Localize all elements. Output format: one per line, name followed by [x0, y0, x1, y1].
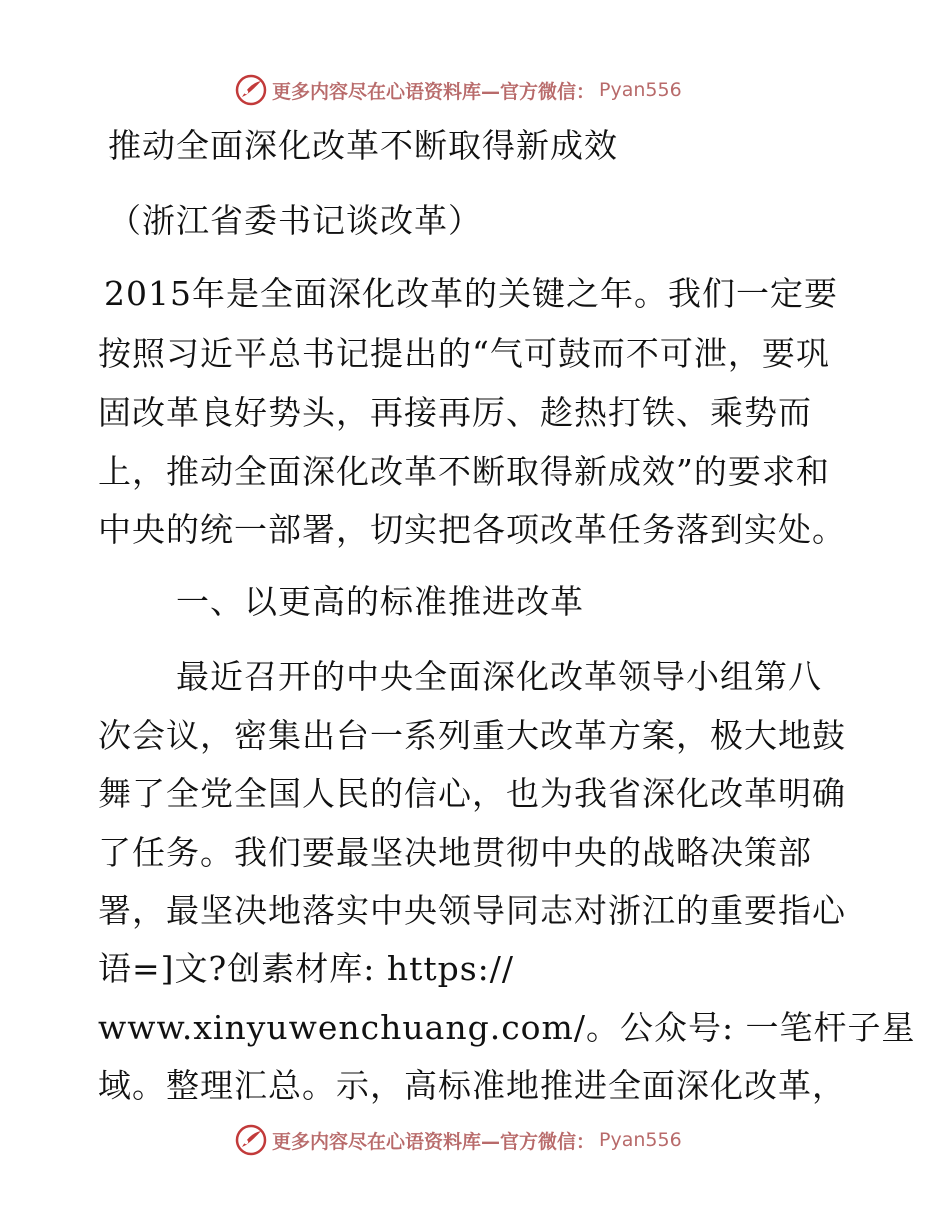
paragraph-1-line-5: 中央的统一部署，切实把各项改革任务落到实处。: [98, 510, 846, 549]
watermark-contact: Pyan556: [599, 1129, 682, 1151]
paragraph-1-line-2: 按照习近平总书记提出的“气可鼓而不可泄，要巩: [98, 334, 830, 373]
paragraph-2-line-2: 次会议，密集出台一系列重大改革方案，极大地鼓: [98, 716, 846, 755]
paragraph-2-line-3: 舞了全党全国人民的信心，也为我省深化改革明确: [98, 774, 846, 813]
paragraph-1-line-3: 固改革良好势头，再接再厉、趁热打铁、乘势而: [98, 393, 812, 432]
footer-watermark: [234, 1122, 682, 1158]
paragraph-1-line-1: 2015年是全面深化改革的关键之年。我们一定要: [104, 274, 838, 313]
section-1-heading: 一、以更高的标准推进改革: [176, 582, 584, 621]
paragraph-2-line-1: 最近召开的中央全面深化改革领导小组第八: [176, 657, 822, 696]
quill-logo-icon: [234, 73, 268, 107]
quill-logo-icon: [234, 1123, 268, 1157]
paragraph-2-line-6: 语=]文?创素材库: https://: [98, 949, 515, 988]
paragraph-1-line-4: 上，推动全面深化改革不断取得新成效”的要求和: [98, 452, 830, 491]
paragraph-2-line-8: 域。整理汇总。示，高标准地推进全面深化改革，: [98, 1066, 846, 1105]
header-watermark: [234, 72, 682, 108]
watermark-text: 更多内容尽在心语资料库—官方微信：: [272, 80, 596, 103]
document-title: 推动全面深化改革不断取得新成效: [108, 126, 618, 165]
watermark-text: 更多内容尽在心语资料库—官方微信：: [272, 1130, 596, 1153]
paragraph-2-line-4: 了任务。我们要最坚决地贯彻中央的战略决策部: [98, 833, 812, 872]
document-subtitle: （浙江省委书记谈改革）: [108, 201, 482, 240]
watermark-contact: Pyan556: [599, 79, 682, 101]
paragraph-2-line-7: www.xinyuwenchuang.com/。公众号: 一笔杆子星: [98, 1008, 916, 1047]
paragraph-2-line-5: 署，最坚决地落实中央领导同志对浙江的重要指心: [98, 891, 846, 930]
